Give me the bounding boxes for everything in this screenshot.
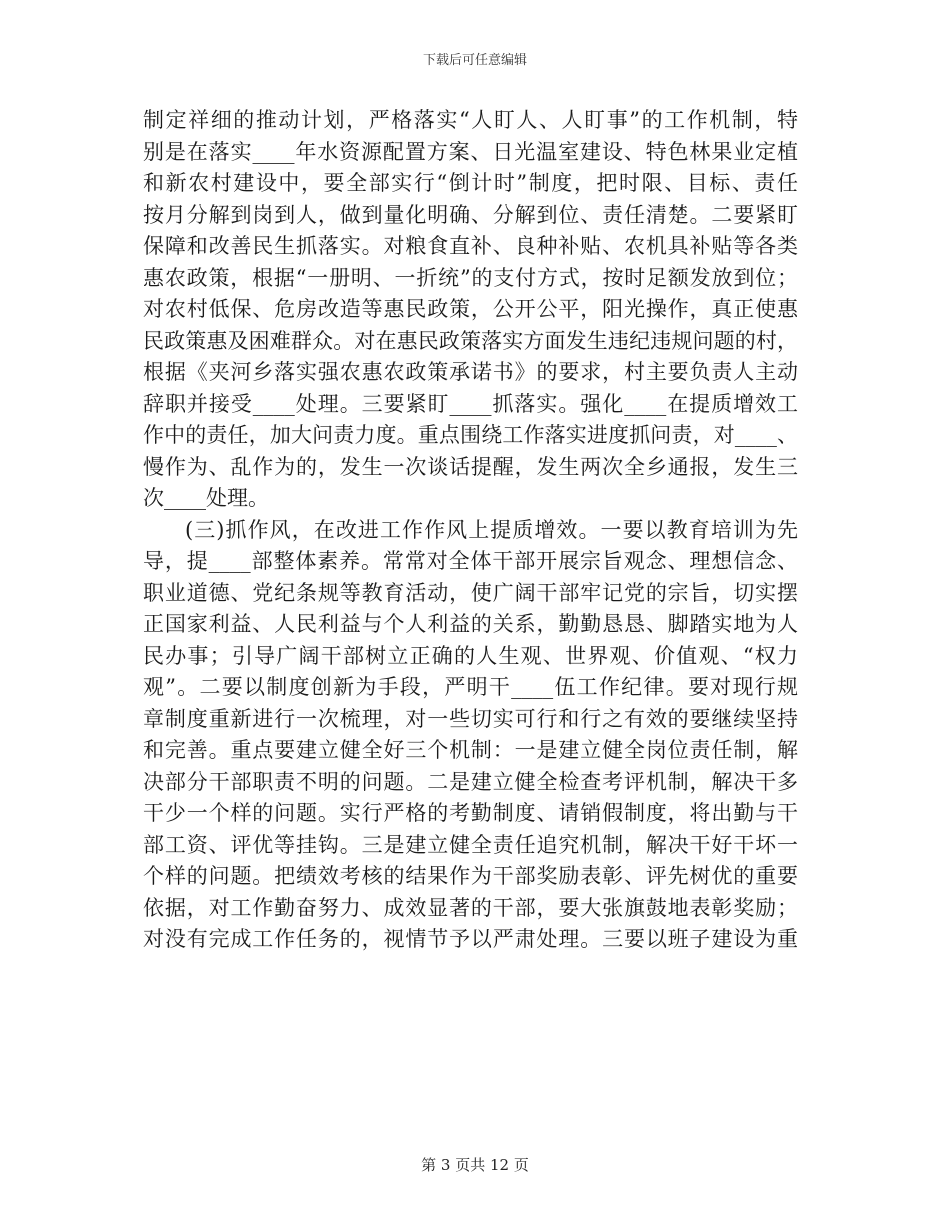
text-line: 正国家利益、人民利益与个人利益的关系，勤勤恳恳、脚踏实地为人: [143, 612, 798, 636]
text-line: 按月分解到岗到人，做到量化明确、分解到位、责任清楚。二要紧盯: [143, 202, 798, 227]
text-line: 干少一个样的问题。实行严格的考勤制度、请销假制度，将出勤与干: [143, 801, 798, 825]
text-line: 职业道德、党纪条规等教育活动，使广阔干部牢记党的宗旨，切实摆: [143, 580, 798, 605]
text-line: 依据，对工作勤奋努力、成效显著的干部，要大张旗鼓地表彰奖励；: [143, 895, 798, 920]
document-body: [143, 105, 798, 956]
text-line: 和新农村建设中，要全部实行“倒计时”制度，把时限、目标、责任: [143, 171, 798, 195]
text-line: 辞职并接受____处理。三要紧盯____抓落实。强化____在提质增效工: [143, 391, 798, 416]
text-line: 根据《夹河乡落实强农惠农政策承诺书》的要求，村主要负责人主动: [143, 360, 798, 384]
text-line: 惠农政策，根据“一册明、一折统”的支付方式，按时足额发放到位；: [143, 265, 798, 290]
text-line: 次____处理。: [143, 486, 269, 510]
page-header-note: 下载后可任意编辑: [422, 53, 527, 68]
text-line: 民政策惠及困难群众。对在惠民政策落实方面发生违纪违规问题的村，: [143, 328, 798, 353]
text-line: 制定祥细的推动计划，严格落实“人盯人、人盯事”的工作机制，特: [143, 108, 798, 132]
text-line: 和完善。重点要建立健全好三个机制：一是建立健全岗位责任制，解: [143, 738, 798, 762]
text-line: 作中的责任，加大问责力度。重点围绕工作落实进度抓问责，对____、: [143, 423, 798, 447]
text-line: 观”。二要以制度创新为手段，严明干____伍工作纪律。要对现行规: [143, 675, 798, 699]
text-line: 部工资、评优等挂钩。三是建立健全责任追究机制，解决干好干坏一: [143, 832, 798, 857]
section-heading-line: (三)抓作风，在改进工作作风上提质增效。一要以教育培训为先: [185, 517, 798, 542]
text-line: 民办事；引导广阔干部树立正确的人生观、世界观、价值观、“权力: [143, 643, 798, 668]
text-line: 决部分干部职责不明的问题。二是建立健全检查考评机制，解决干多: [143, 769, 798, 794]
text-line: 章制度重新进行一次梳理，对一些切实可行和行之有效的要继续坚持: [143, 706, 798, 731]
text-line: 对农村低保、危房改造等惠民政策，公开公平，阳光操作，真正使惠: [143, 297, 798, 321]
text-line: 导，提____部整体素养。常常对全体干部开展宗旨观念、理想信念、: [143, 549, 798, 573]
text-line: 个样的问题。把绩效考核的结果作为干部奖励表彰、评先树优的重要: [143, 864, 798, 888]
text-line: 别是在落实____年水资源配置方案、日光温室建设、特色林果业定植: [143, 139, 798, 164]
text-line: 对没有完成工作任务的，视情节予以严肃处理。三要以班子建设为重: [143, 927, 798, 951]
page-number: 第 3 页共 12 页: [421, 1156, 529, 1174]
text-line: 慢作为、乱作为的，发生一次谈话提醒，发生两次全乡通报，发生三: [143, 454, 798, 479]
text-line: 保障和改善民生抓落实。对粮食直补、良种补贴、农机具补贴等各类: [143, 234, 798, 258]
